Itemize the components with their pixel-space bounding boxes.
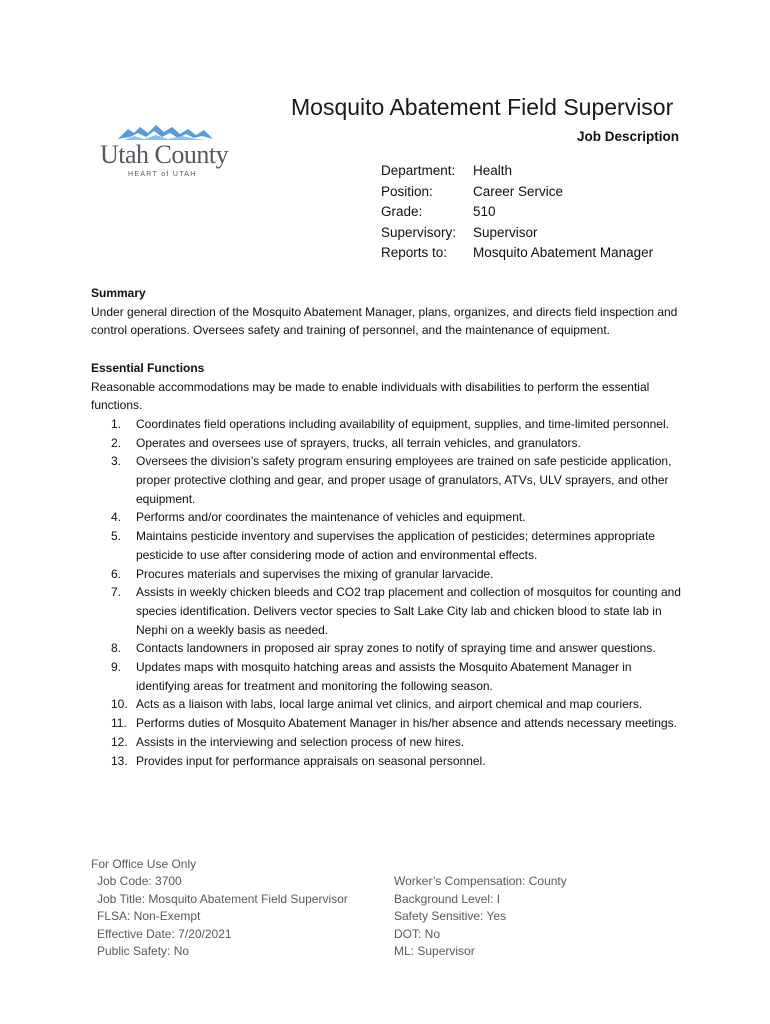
office-use-section: [91, 856, 691, 960]
item-number: 5.: [111, 529, 122, 544]
item-number: 12.: [111, 734, 128, 749]
meta-row-reports-to: [381, 243, 653, 264]
office-field: Worker’s Compensation: County: [394, 874, 567, 889]
list-item: [91, 733, 681, 752]
list-item: [91, 565, 681, 584]
item-number: 1.: [111, 416, 122, 431]
item-text: Provides input for performance appraisals on seasonal personnel.: [136, 753, 486, 768]
office-field: ML: Supervisor: [394, 944, 475, 959]
page-subtitle: Job Description: [576, 129, 679, 144]
essential-functions-heading: Essential Functions: [91, 360, 205, 375]
office-right-column: [394, 873, 691, 960]
meta-row-grade: [381, 202, 653, 223]
list-item: [91, 527, 681, 564]
item-number: 13.: [111, 753, 128, 768]
office-field: Safety Sensitive: Yes: [394, 909, 507, 924]
item-text: Performs and/or coordinates the maintenance of vehicles and equipment.: [136, 510, 526, 525]
meta-label: Supervisory:: [381, 224, 457, 240]
office-field: Effective Date: 7/20/2021: [97, 926, 232, 941]
meta-row-department: [381, 161, 653, 182]
logo-name: Utah County: [100, 140, 229, 169]
item-text: Coordinates field operations including availability of equipment, supplies, and time-limited personnel.: [136, 416, 669, 431]
essential-functions-list: [91, 415, 681, 770]
item-text: Maintains pesticide inventory and supervises the application of pesticides; determines appropriate pesticide to use after considering mode of action and environmental effects.: [136, 529, 655, 562]
page-title: Mosquito Abatement Field Supervisor: [291, 94, 674, 120]
meta-value: 510: [473, 204, 496, 219]
list-item: [91, 695, 681, 714]
item-text: Operates and oversees use of sprayers, trucks, all terrain vehicles, and granulators.: [136, 435, 581, 450]
item-number: 8.: [111, 641, 122, 656]
meta-label: Position:: [381, 183, 433, 199]
item-text: Contacts landowners in proposed air spray zones to notify of spraying time and answer questions.: [136, 641, 656, 656]
office-field: Background Level: I: [394, 891, 501, 906]
job-meta-table: [381, 161, 653, 264]
office-field: DOT: No: [394, 926, 441, 941]
item-text: Oversees the division’s safety program ensuring employees are trained on safe pesticide application, proper protective clothing and gear, and proper usage of granulators, ATVs, ULV sprayers, and other equipment.: [136, 454, 672, 506]
list-item: [91, 639, 681, 658]
item-number: 4.: [111, 510, 122, 525]
item-text: Performs duties of Mosquito Abatement Manager in his/her absence and attends necessary meetings.: [136, 716, 677, 731]
meta-value: Career Service: [473, 183, 564, 199]
summary-text: Under general direction of the Mosquito Abatement Manager, plans, organizes, and directs field inspection and control operations. Oversees safety and training of personnel, and the maintenance of equipment.: [91, 304, 678, 338]
office-field: Job Code: 3700: [97, 874, 182, 889]
office-use-heading: For Office Use Only: [91, 857, 197, 871]
item-number: 6.: [111, 566, 122, 581]
meta-label: Grade:: [381, 204, 423, 219]
item-number: 10.: [111, 697, 128, 712]
list-item: [91, 752, 681, 771]
office-field: Public Safety: No: [97, 944, 190, 959]
meta-label: Reports to:: [381, 245, 448, 260]
meta-value: Health: [473, 163, 513, 178]
item-number: 2.: [111, 435, 122, 450]
item-text: Acts as a liaison with labs, local large animal vet clinics, and airport chemical and map couriers.: [136, 697, 643, 712]
item-number: 11.: [111, 716, 127, 731]
summary-heading: Summary: [91, 286, 146, 300]
office-left-column: [91, 873, 394, 960]
item-text: Assists in weekly chicken bleeds and CO2 trap placement and collection of mosquitos for counting and species identification. Delivers vector species to Salt Lake City lab and chicken blood to state lab in Nephi on a weekly basis as needed.: [136, 585, 681, 637]
list-item: [91, 434, 681, 453]
item-text: Assists in the interviewing and selection process of new hires.: [136, 734, 465, 749]
list-item: [91, 452, 681, 508]
meta-label: Department:: [381, 163, 456, 178]
item-text: Updates maps with mosquito hatching areas and assists the Mosquito Abatement Manager in identifying areas for treatment and monitoring the following season.: [136, 660, 632, 693]
document-body: [91, 284, 681, 770]
item-number: 7.: [111, 585, 122, 600]
office-field: FLSA: Non-Exempt: [97, 909, 201, 924]
meta-row-position: [381, 182, 653, 203]
list-item: [91, 415, 681, 434]
list-item: [91, 658, 681, 695]
list-item: [91, 583, 681, 639]
meta-row-supervisory: [381, 223, 653, 244]
essential-functions-intro: Reasonable accommodations may be made to enable individuals with disabilities to perform the essential functions.: [91, 379, 650, 413]
list-item: [91, 714, 681, 733]
office-field: Job Title: Mosquito Abatement Field Supervisor: [97, 891, 348, 906]
item-number: 9.: [111, 660, 122, 675]
logo-tagline: HEART of UTAH: [128, 171, 197, 178]
item-number: 3.: [111, 454, 122, 469]
meta-value: Supervisor: [473, 224, 538, 240]
meta-value: Mosquito Abatement Manager: [473, 245, 654, 260]
item-text: Procures materials and supervises the mixing of granular larvacide.: [136, 566, 494, 581]
list-item: [91, 508, 681, 527]
